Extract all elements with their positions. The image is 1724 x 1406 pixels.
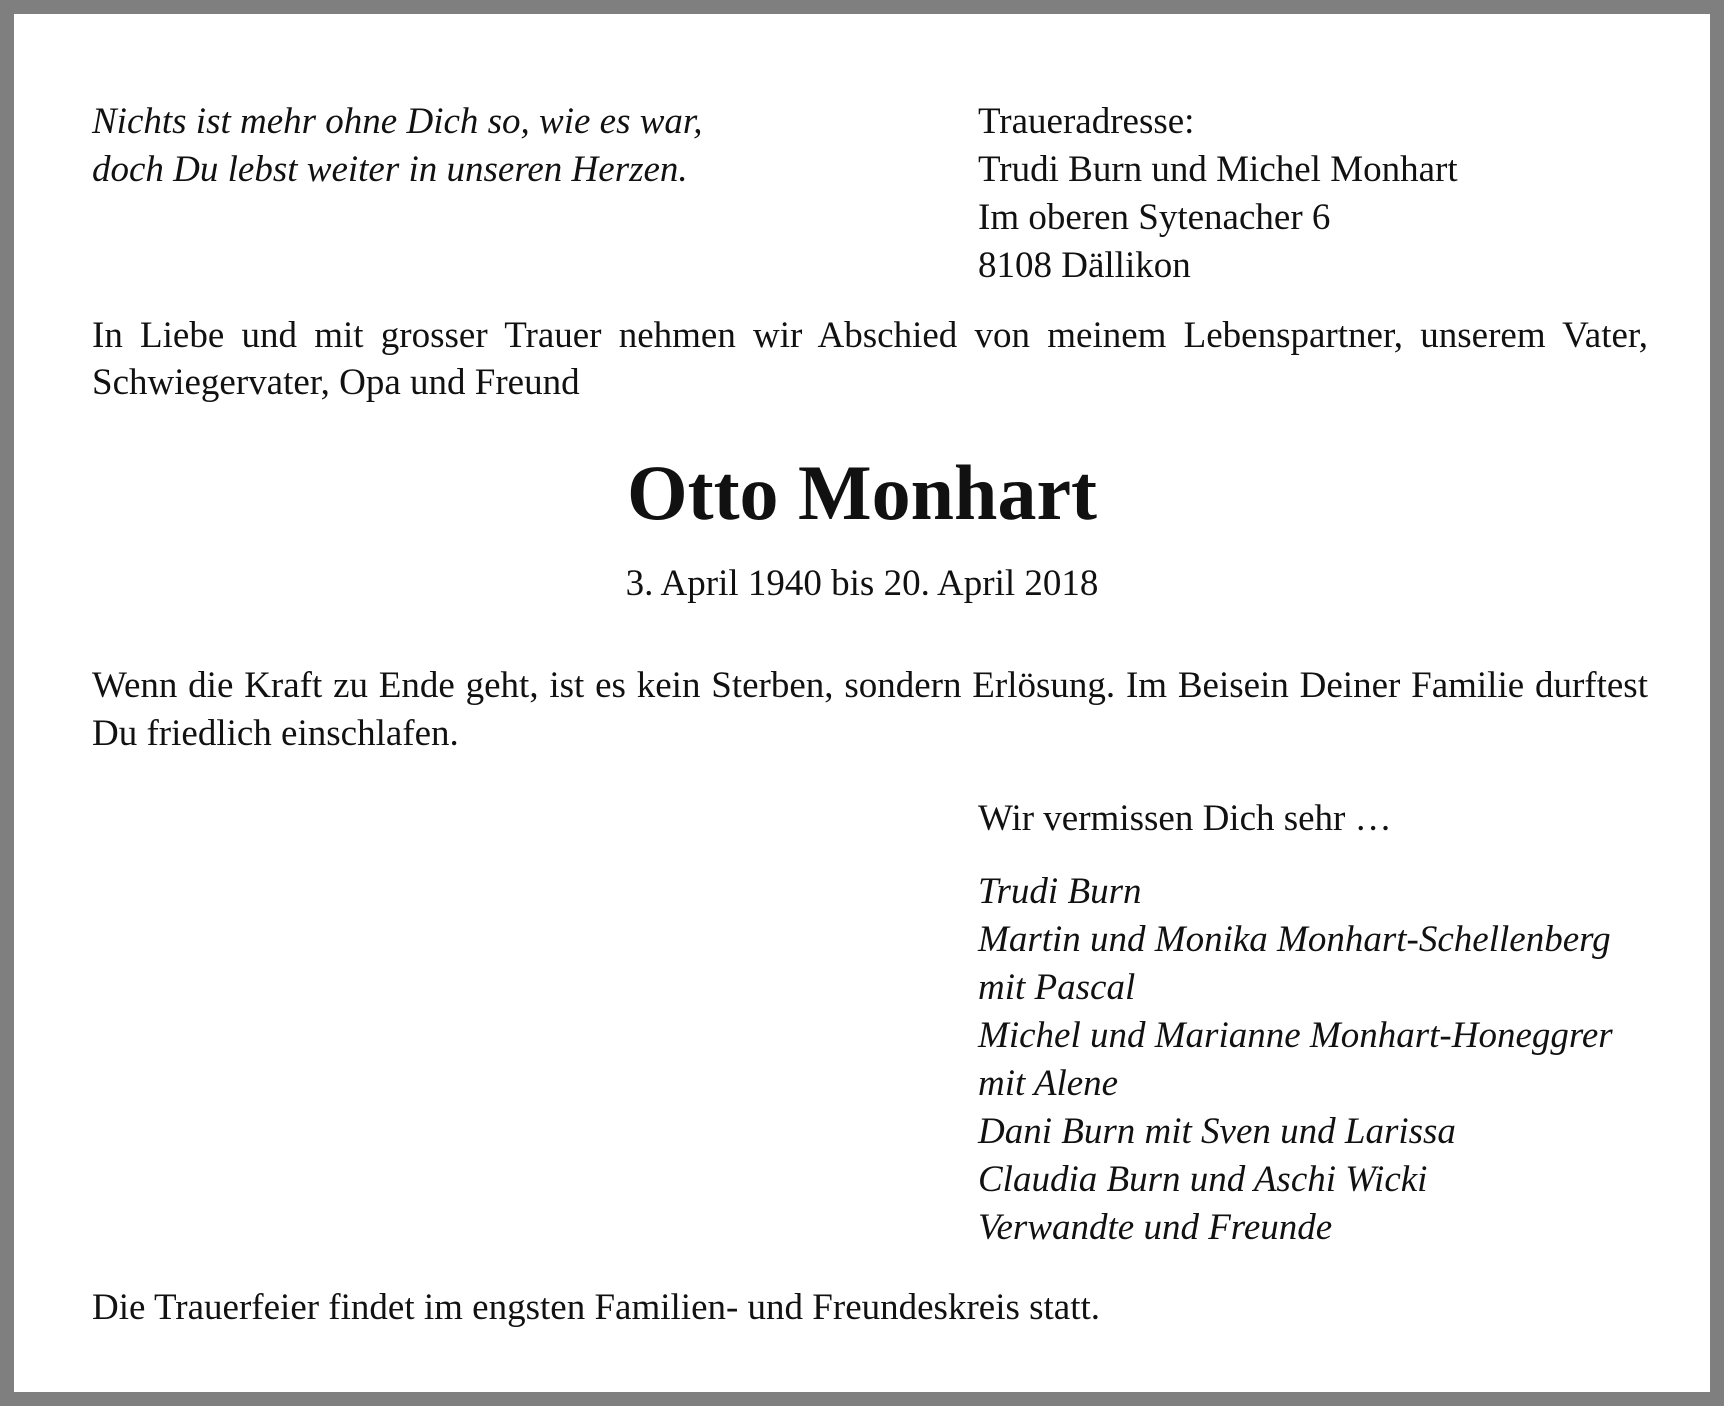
mourner-entry: mit Alene [978,1063,1119,1104]
address-line: Im oberen Sytenacher 6 [978,197,1331,238]
life-dates: 3. April 1940 bis 20. April 2018 [625,563,1099,604]
mourner-entry: Michel und Marianne Monhart-Honeggrer [978,1015,1613,1056]
mourner-entry: Trudi Burn [978,871,1142,912]
address-label: Traueradresse: [978,101,1195,142]
mourning-address [978,98,1458,290]
mourner-entry: mit Pascal [978,967,1136,1008]
mourner-entry: Claudia Burn und Aschi Wicki [978,1159,1428,1200]
mourner-entry: Verwandte und Freunde [978,1207,1333,1248]
quote-line: doch Du lebst weiter in unseren Herzen. [92,149,688,190]
farewell-paragraph: Wenn die Kraft zu Ende geht, ist es kein Sterben, sondern Erlösung. Im Beisein Deiner Familie durftest Du friedlich einschlafen. [92,665,1648,754]
deceased-name: Otto Monhart [626,449,1098,536]
mourner-entry: Martin und Monika Monhart-Schellenberg [978,919,1611,960]
address-line: 8108 Dällikon [978,245,1191,286]
obituary-notice [14,14,1710,1392]
mourners-list [978,868,1613,1252]
address-line: Trudi Burn und Michel Monhart [978,149,1458,190]
funeral-note: Die Trauerfeier findet im engsten Familien- und Freundeskreis statt. [92,1287,1101,1328]
intro-paragraph: In Liebe und mit grosser Trauer nehmen wir Abschied von meinem Lebenspartner, unserem Vater, Schwiegervater, Opa und Freund [92,315,1648,403]
quote-line: Nichts ist mehr ohne Dich so, wie es war, [92,101,703,142]
mourner-entry: Dani Burn mit Sven und Larissa [978,1111,1456,1152]
memorial-quote [92,98,702,194]
miss-you-line: Wir vermissen Dich sehr … [978,798,1392,839]
